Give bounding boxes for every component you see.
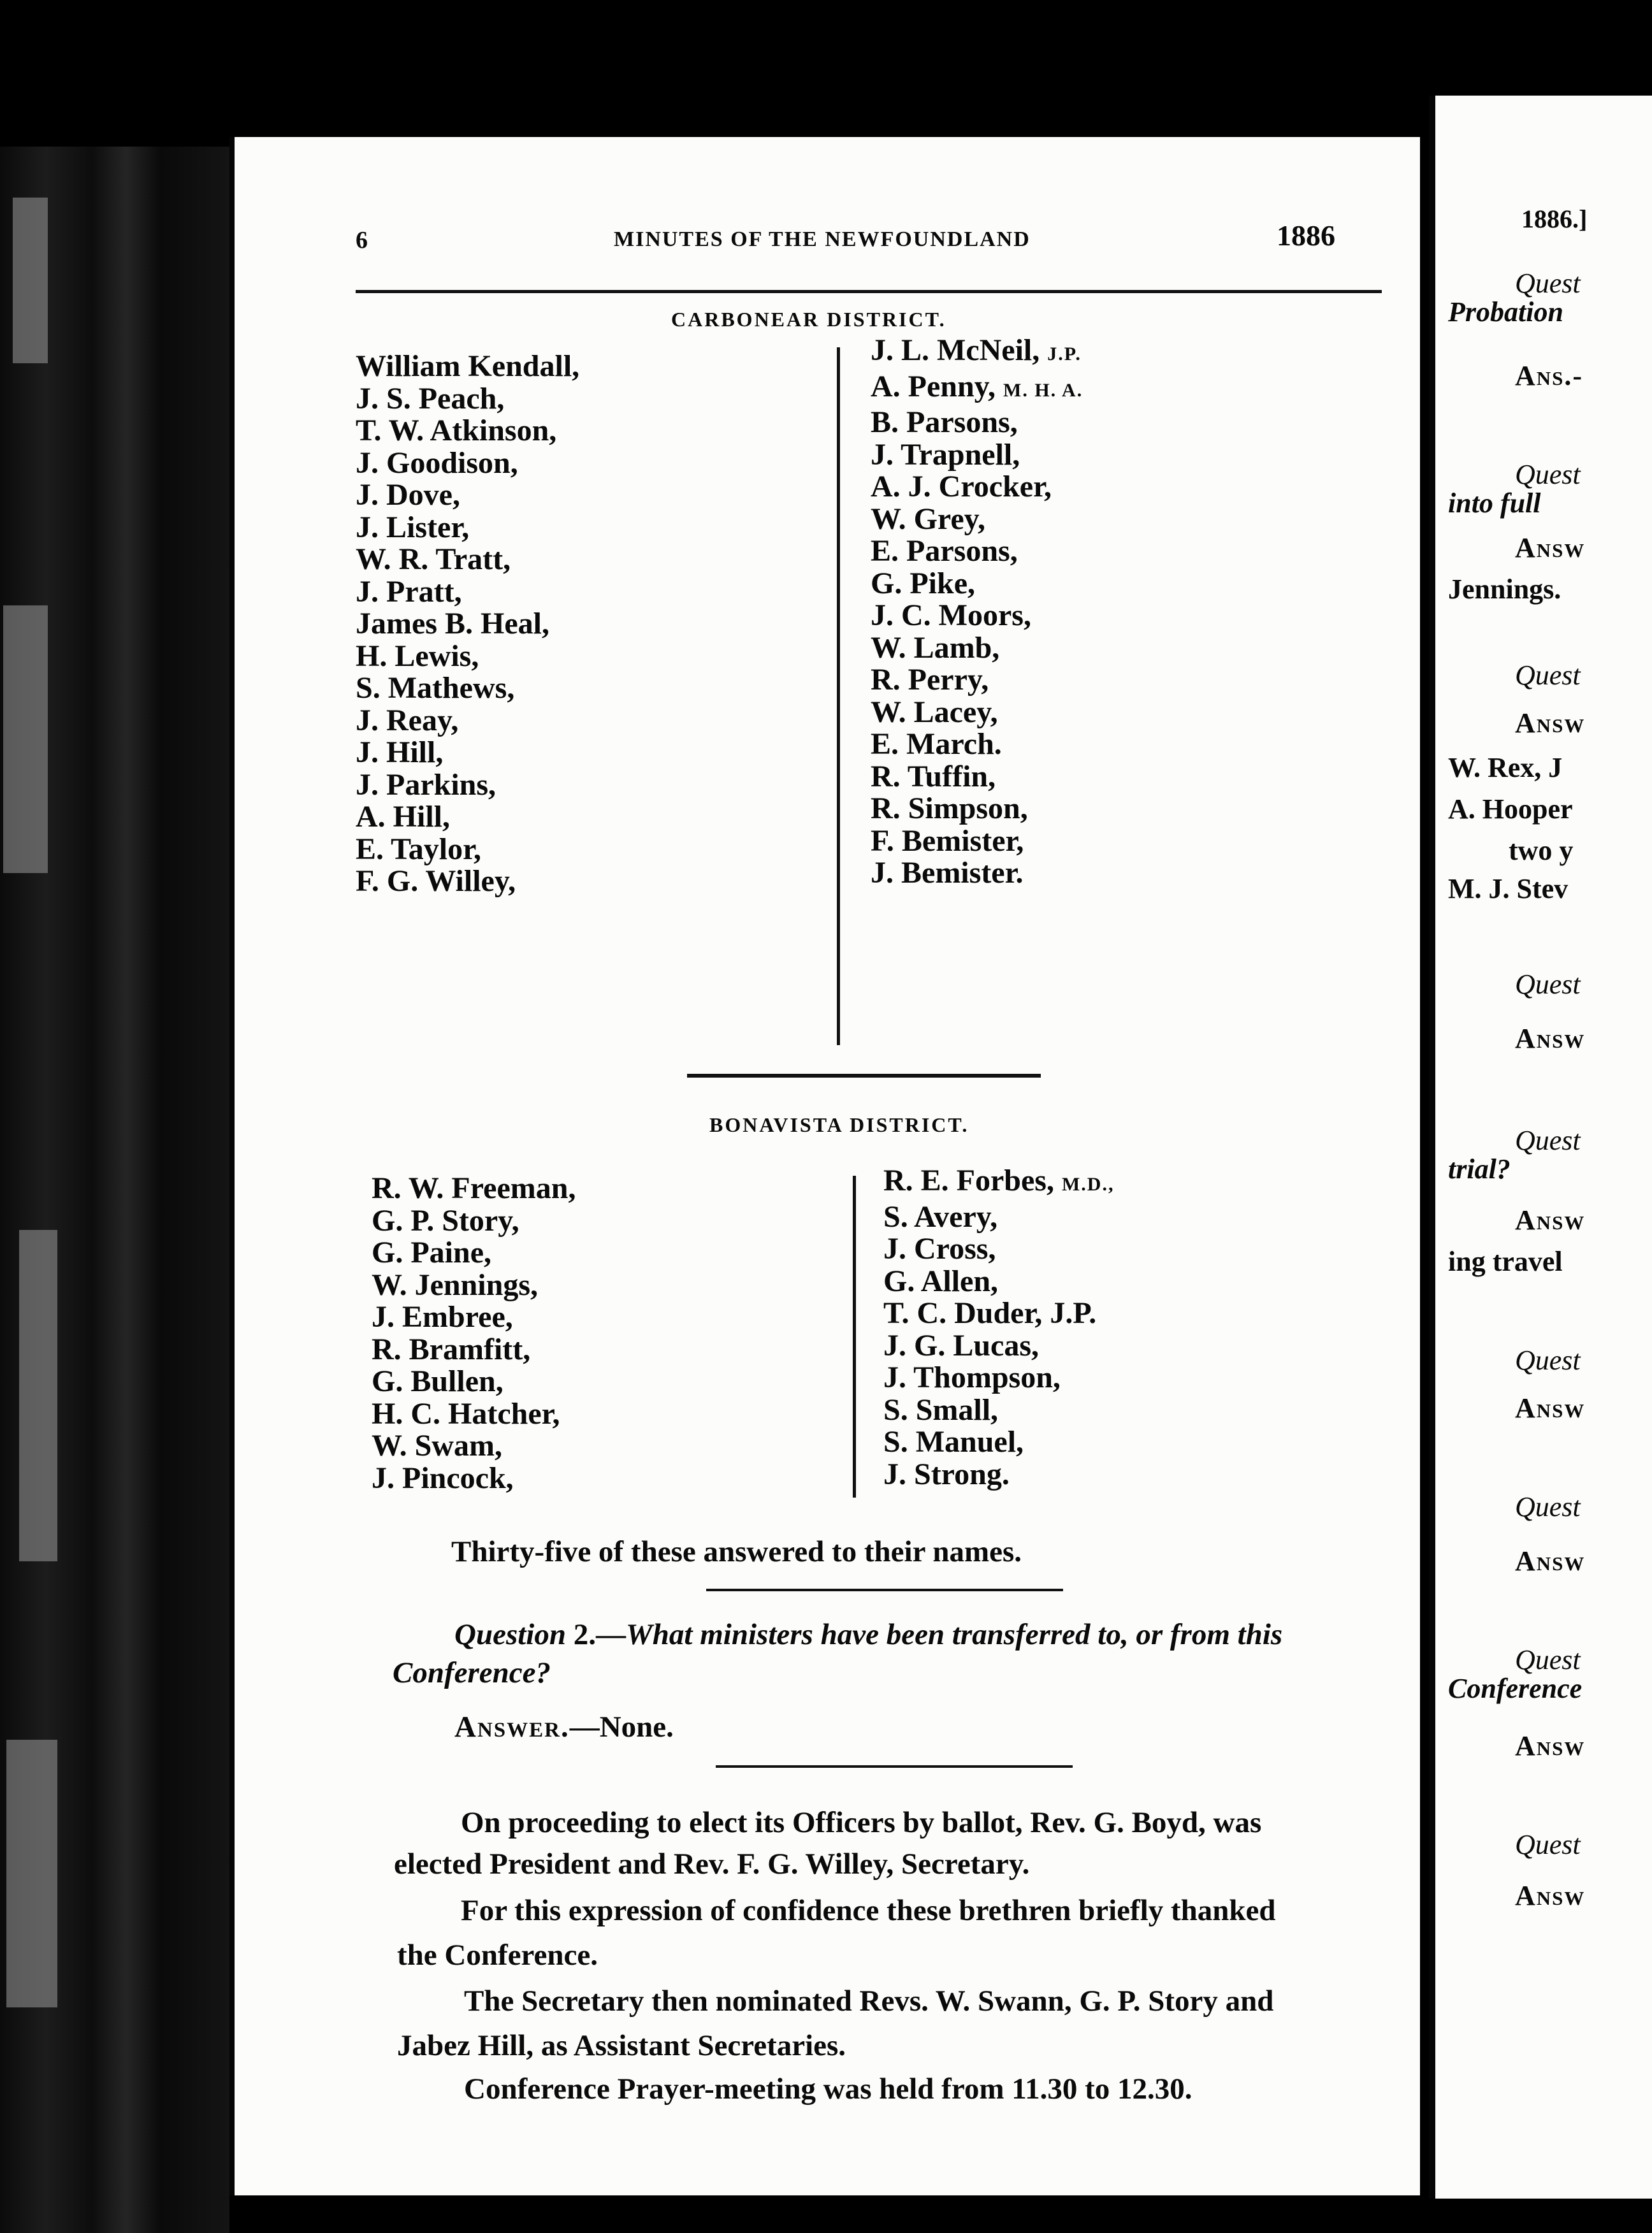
bonavista-name: G. P. Story, (372, 1203, 519, 1238)
carbonear-name (871, 761, 1083, 793)
column-divider (853, 1176, 856, 1498)
right-page-fragment: Answ (1515, 1730, 1586, 1761)
paper-scrap (13, 198, 48, 363)
bonavista-name: W. Jennings, (372, 1268, 538, 1302)
minister-title: M.D., (1061, 1174, 1115, 1195)
answer-label: Answer. (454, 1710, 570, 1744)
right-page-fragment: W. Rex, J (1448, 752, 1563, 783)
carbonear-name (871, 407, 1083, 439)
bonavista-left-column (372, 1173, 576, 1494)
carbonear-name (871, 335, 1083, 371)
carbonear-name (871, 439, 1083, 472)
column-divider (837, 347, 840, 1045)
question-2 (454, 1615, 1282, 1654)
book-binding (0, 147, 229, 2233)
right-page-year: 1886.] (1521, 205, 1588, 233)
question-2-continuation (393, 1654, 551, 1692)
section-rule (706, 1589, 1063, 1591)
carbonear-name: J. Dove, (356, 478, 460, 512)
right-page-fragment: Ans.- (1515, 360, 1584, 391)
right-page-fragment: trial? (1448, 1153, 1511, 1185)
bonavista-name (883, 1459, 1114, 1491)
carbonear-name (871, 664, 1083, 697)
carbonear-name (871, 503, 1083, 536)
right-page-fragment: Answ (1515, 1545, 1586, 1577)
minister-name: J. Strong. (883, 1457, 1010, 1491)
paper-scrap (6, 1740, 57, 2007)
minister-name: J. Thompson, (883, 1361, 1061, 1394)
minister-name: T. C. Duder, J.P. (883, 1296, 1097, 1330)
right-page-fragment: Quest (1515, 1829, 1581, 1860)
minister-name: W. Lacey, (871, 695, 998, 729)
right-page-fragment: Conference (1448, 1673, 1583, 1704)
minister-name: B. Parsons, (871, 405, 1018, 439)
right-page-fragment: into full (1448, 488, 1541, 519)
bonavista-name: R. W. Freeman, (372, 1171, 576, 1205)
header-year: 1886 (1277, 219, 1335, 252)
right-page (1429, 96, 1652, 2199)
carbonear-name: S. Mathews, (356, 671, 515, 705)
carbonear-name: J. Reay, (356, 703, 459, 737)
right-page-fragment: two y (1509, 835, 1574, 866)
carbonear-name: H. Lewis, (356, 639, 479, 673)
right-page-fragment: M. J. Stev (1448, 873, 1569, 904)
carbonear-name: J. Goodison, (356, 445, 518, 480)
question-text: What ministers have been transferred to, or from this (626, 1618, 1283, 1651)
right-page-fragment: Quest (1515, 969, 1581, 1000)
carbonear-name: A. Hill, (356, 800, 451, 834)
carbonear-left-column (356, 350, 579, 898)
bonavista-name: J. Embree, (372, 1300, 513, 1334)
question-number: 2.— (566, 1618, 626, 1651)
right-page-fragment: Quest (1515, 268, 1581, 299)
thanks-line-1: For this expression of confidence these brethren briefly thanked (461, 1894, 1276, 1927)
carbonear-name: E. Taylor, (356, 832, 481, 866)
minister-name: F. Bemister, (871, 823, 1024, 858)
minister-name: J. C. Moors, (871, 598, 1031, 632)
carbonear-name (871, 632, 1083, 665)
answered-note: Thirty-five of these answered to their names. (451, 1535, 1022, 1568)
carbonear-name: F. G. Willey, (356, 864, 516, 898)
left-page (229, 137, 1420, 2195)
bonavista-right-column (883, 1165, 1114, 1491)
bonavista-name (883, 1297, 1114, 1330)
bonavista-district-heading: BONAVISTA DISTRICT. (709, 1113, 969, 1136)
minister-name: J. Trapnell, (871, 437, 1020, 472)
right-page-fragment: Jennings. (1448, 574, 1561, 605)
minister-name: R. Simpson, (871, 791, 1028, 825)
right-page-fragment: Answ (1515, 707, 1586, 739)
bonavista-name (883, 1362, 1114, 1394)
right-page-fragment: Probation (1448, 296, 1563, 328)
question-text-cont: Conference? (393, 1656, 551, 1689)
carbonear-name (871, 600, 1083, 632)
minister-name: J. L. McNeil, (871, 333, 1048, 367)
minister-name: R. E. Forbes, (883, 1164, 1062, 1197)
header-rule (356, 290, 1382, 293)
secretaries-line-1: The Secretary then nominated Revs. W. Swann, G. P. Story and (464, 1984, 1274, 2018)
minister-name: J. Bemister. (871, 856, 1024, 890)
minister-name: E. Parsons, (871, 534, 1018, 568)
carbonear-name: William Kendall, (356, 349, 580, 383)
carbonear-name (871, 568, 1083, 600)
carbonear-name (871, 857, 1083, 890)
bonavista-name (883, 1201, 1114, 1234)
minister-name: J. G. Lucas, (883, 1328, 1040, 1362)
bonavista-name: W. Swam, (372, 1429, 502, 1463)
minister-title: M. H. A. (1003, 379, 1083, 401)
right-page-fragment: Answ (1515, 1023, 1586, 1054)
minister-name: G. Allen, (883, 1264, 999, 1298)
bonavista-name (883, 1266, 1114, 1298)
minister-name: S. Manuel, (883, 1425, 1024, 1459)
right-page-fragment: Quest (1515, 1644, 1581, 1675)
minister-name: R. Tuffin, (871, 759, 996, 793)
answer-text: —None. (569, 1710, 674, 1744)
minister-name: J. Cross, (883, 1232, 996, 1266)
right-page-fragment: Answ (1515, 1880, 1586, 1911)
minister-name: A. Penny, (871, 369, 1004, 403)
carbonear-name: J. Lister, (356, 510, 470, 544)
paper-scrap (19, 1230, 57, 1561)
right-page-fragment: Quest (1515, 459, 1581, 490)
election-line-2: elected President and Rev. F. G. Willey, Secretary. (394, 1847, 1030, 1881)
right-page-fragment: Quest (1515, 1491, 1581, 1522)
right-page-fragment: Answ (1515, 1204, 1586, 1236)
carbonear-name (871, 793, 1083, 825)
election-line-1: On proceeding to elect its Officers by ballot, Rev. G. Boyd, was (461, 1806, 1262, 1839)
secretaries-line-2: Jabez Hill, as Assistant Secretaries. (397, 2029, 846, 2062)
minister-name: W. Lamb, (871, 630, 1000, 665)
section-rule (687, 1074, 1041, 1078)
carbonear-name: James B. Heal, (356, 607, 549, 640)
minister-name: S. Small, (883, 1392, 999, 1427)
minister-name: G. Pike, (871, 566, 975, 600)
bonavista-name (883, 1426, 1114, 1459)
answer-2 (454, 1708, 674, 1746)
carbonear-name: J. Parkins, (356, 767, 496, 802)
carbonear-name: J. Pratt, (356, 574, 462, 609)
minister-name: A. J. Crocker, (871, 470, 1052, 503)
carbonear-name: W. R. Tratt, (356, 542, 511, 576)
carbonear-name (871, 371, 1083, 407)
right-page-fragment: Answ (1515, 532, 1586, 563)
right-page-fragment: Quest (1515, 1125, 1581, 1156)
carbonear-name (871, 471, 1083, 503)
page-number: 6 (356, 227, 368, 254)
paper-scrap (3, 605, 48, 873)
bonavista-name (883, 1394, 1114, 1427)
thanks-line-2: the Conference. (397, 1939, 598, 1972)
bonavista-name (883, 1165, 1114, 1201)
bonavista-name (883, 1233, 1114, 1266)
prayer-meeting-line: Conference Prayer-meeting was held from 11.30 to 12.30. (464, 2072, 1192, 2106)
carbonear-name (871, 697, 1083, 729)
bonavista-name (883, 1330, 1114, 1362)
carbonear-name: J. S. Peach, (356, 381, 505, 416)
minister-title: J.P. (1047, 343, 1082, 365)
minister-name: W. Grey, (871, 502, 986, 536)
right-page-fragment: A. Hooper (1448, 793, 1573, 825)
right-page-fragment: Quest (1515, 1345, 1581, 1376)
minister-name: S. Avery, (883, 1199, 998, 1234)
carbonear-name: T. W. Atkinson, (356, 414, 557, 447)
carbonear-district-heading: CARBONEAR DISTRICT. (671, 308, 946, 331)
carbonear-name: J. Hill, (356, 735, 444, 769)
carbonear-right-column (871, 335, 1083, 890)
carbonear-name (871, 825, 1083, 858)
bonavista-name: J. Pincock, (372, 1461, 514, 1495)
right-page-fragment: Answ (1515, 1392, 1586, 1424)
carbonear-name (871, 535, 1083, 568)
minister-name: E. March. (871, 727, 1002, 761)
section-rule (716, 1765, 1073, 1768)
bonavista-name: R. Bramfitt, (372, 1332, 531, 1366)
bonavista-name: G. Bullen, (372, 1364, 504, 1398)
right-page-fragment: ing travel (1448, 1246, 1563, 1277)
bonavista-name: H. C. Hatcher, (372, 1396, 560, 1431)
carbonear-name (871, 728, 1083, 761)
right-page-fragment: Quest (1515, 660, 1581, 691)
bonavista-name: G. Paine, (372, 1236, 491, 1269)
running-title: MINUTES OF THE NEWFOUNDLAND (614, 228, 1031, 251)
minister-name: R. Perry, (871, 663, 989, 697)
question-label: Question (454, 1618, 566, 1651)
